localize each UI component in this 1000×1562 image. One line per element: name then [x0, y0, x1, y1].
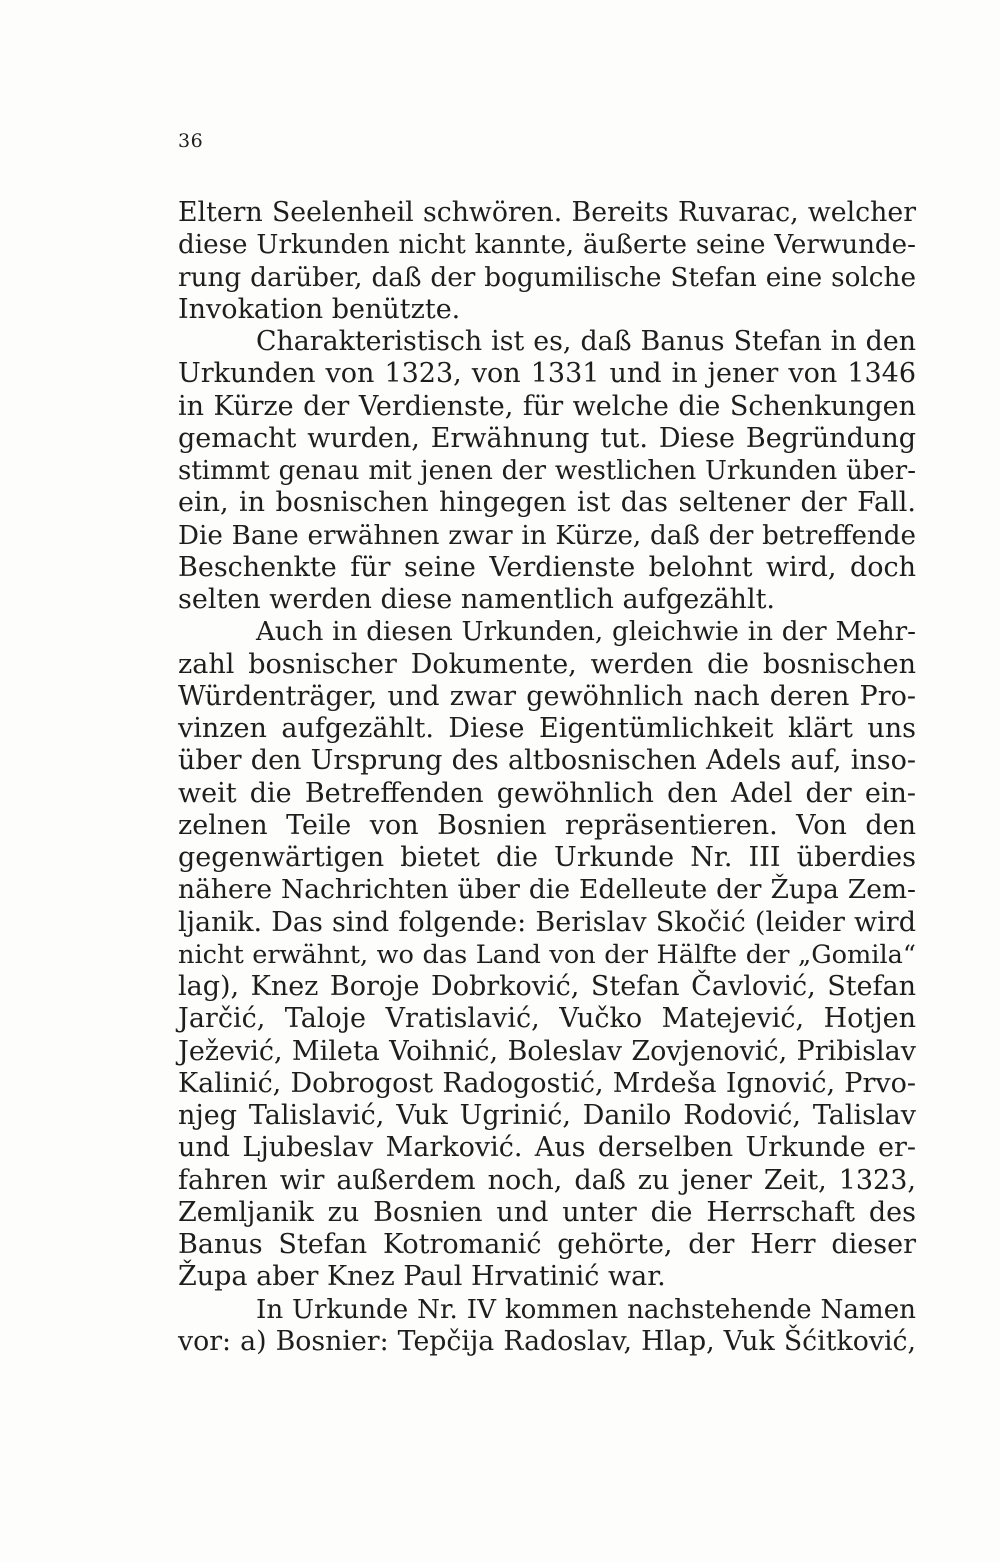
- text-line: fahren wir außerdem noch, daß zu jener Zeit, 1323,: [178, 1164, 916, 1196]
- text-line: diese Urkunden nicht kannte, äußerte seine Verwunde-: [178, 230, 916, 261]
- text-line: über den Ursprung des altbosnischen Adels auf, inso-: [178, 745, 916, 777]
- text-line: Würdenträger, und zwar gewöhnlich nach deren Pro-: [178, 680, 916, 712]
- text-line: nicht erwähnt, wo das Land von der Hälfte der „Gomila“: [178, 939, 916, 970]
- text-line: weit die Betreffenden gewöhnlich den Adel der ein-: [178, 777, 916, 809]
- text-line: Invokation benützte.: [178, 293, 461, 325]
- text-line: ein, in bosnischen hingegen ist das seltener der Fall.: [178, 487, 916, 519]
- text-line: nähere Nachrichten über die Edelleute der Župa Zem-: [178, 874, 916, 906]
- text-line: vor: a) Bosnier: Tepčija Radoslav, Hlap, Vuk Šćitković,: [178, 1325, 916, 1357]
- text-line: stimmt genau mit jenen der westlichen Urkunden über-: [178, 456, 916, 486]
- text-line: Banus Stefan Kotromanić gehörte, der Herr dieser: [178, 1229, 916, 1260]
- text-line: Urkunden von 1323, von 1331 und in jener von 1346: [178, 358, 916, 390]
- text-line: und Ljubeslav Marković. Aus derselben Urkunde er-: [178, 1132, 916, 1164]
- text-line: vinzen aufgezählt. Diese Eigentümlichkeit klärt uns: [178, 713, 916, 744]
- text-line: njeg Talislavić, Vuk Ugrinić, Danilo Rodović, Talislav: [178, 1100, 916, 1131]
- text-line: In Urkunde Nr. IV kommen nachstehende Namen: [256, 1294, 916, 1325]
- text-line: zahl bosnischer Dokumente, werden die bosnischen: [178, 648, 916, 680]
- text-line: Jarčić, Taloje Vratislavić, Vučko Matejević, Hotjen: [178, 1003, 916, 1035]
- body-text: [178, 197, 916, 1358]
- text-line: selten werden diese namentlich aufgezählt.: [178, 584, 776, 615]
- text-line: Die Bane erwähnen zwar in Kürze, daß der betreffende: [178, 520, 916, 551]
- text-line: Beschenkte für seine Verdienste belohnt wird, doch: [178, 551, 916, 583]
- text-line: zelnen Teile von Bosnien repräsentieren. Von den: [178, 809, 916, 841]
- text-line: Župa aber Knez Paul Hrvatinić war.: [178, 1261, 666, 1293]
- text-line: Ježević, Mileta Voihnić, Boleslav Zovjenović, Pribislav: [178, 1035, 916, 1067]
- text-line: rung darüber, daß der bogumilische Stefan eine solche: [178, 262, 916, 293]
- text-line: gegenwärtigen bietet die Urkunde Nr. III überdies: [178, 842, 916, 873]
- text-line: ljanik. Das sind folgende: Berislav Skočić (leider wird: [178, 906, 916, 938]
- text-line: Auch in diesen Urkunden, gleichwie in der Mehr-: [256, 617, 916, 648]
- text-line: Eltern Seelenheil schwören. Bereits Ruvarac, welcher: [178, 197, 916, 228]
- text-line: in Kürze der Verdienste, für welche die Schenkungen: [178, 390, 916, 422]
- text-line: gemacht wurden, Erwähnung tut. Diese Begründung: [178, 422, 916, 454]
- text-line: Kalinić, Dobrogost Radogostić, Mrdeša Ignović, Prvo-: [178, 1067, 916, 1099]
- text-line: Charakteristisch ist es, daß Banus Stefan in den: [256, 326, 916, 357]
- page-number: 36: [178, 130, 204, 152]
- text-line: lag), Knez Boroje Dobrković, Stefan Čavlović, Stefan: [178, 971, 916, 1002]
- text-line: Zemljanik zu Bosnien und unter die Herrschaft des: [178, 1196, 916, 1228]
